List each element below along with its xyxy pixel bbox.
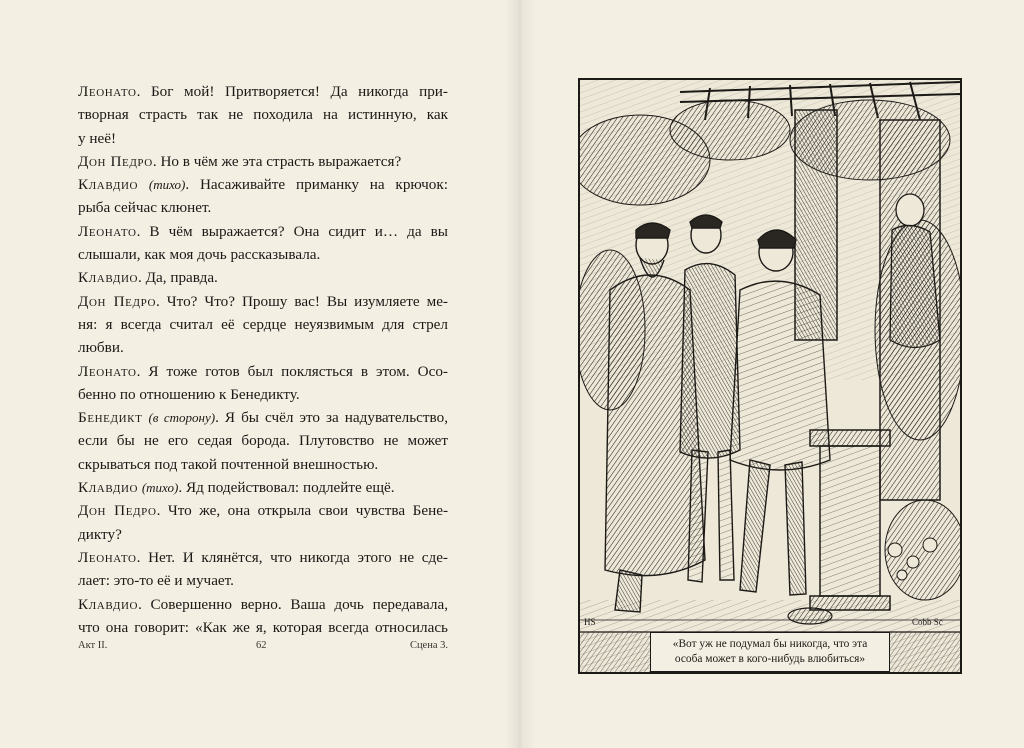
speaker-name: Клавдио: [78, 269, 139, 287]
text-line: [78, 429, 448, 452]
line-text: . Что? Что? Прошу вас! Вы изумляете ме-: [156, 292, 448, 310]
text-line: [78, 360, 448, 383]
line-text: если бы не его седая борода. Плутовство не может: [78, 432, 448, 450]
stage-direction: (в сторону): [148, 410, 216, 426]
line-text: . Яд подействовал: подлейте ещё.: [178, 479, 395, 497]
text-line: [78, 593, 448, 616]
line-text: скрываться под такой почтенной внешностью.: [78, 455, 379, 473]
line-text: лает: это-то её и мучает.: [78, 572, 234, 590]
footer-scene: Сцена 3.: [409, 640, 448, 651]
text-line: [78, 406, 448, 429]
speaker-name: Леонато: [78, 83, 137, 100]
text-line: [78, 196, 448, 219]
text-line: [78, 173, 448, 196]
book-gutter: [505, 0, 535, 748]
engraver-monogram-left: HS: [584, 617, 596, 627]
text-line: [78, 546, 448, 569]
line-text: что она говорит: «Как же я, которая всегда относилась: [78, 618, 448, 636]
text-line: [78, 266, 448, 289]
engraving-illustration: [578, 78, 962, 674]
line-text: . Да, правда.: [138, 269, 218, 287]
speaker-name: Леонато: [78, 362, 137, 380]
speaker-name: Бенедикт: [78, 409, 143, 427]
line-text: . Я бы счёл это за надувательство,: [215, 409, 448, 427]
speaker-name: Леонато: [78, 548, 137, 566]
line-text: творная страсть так не походила на истинную, как: [78, 106, 448, 124]
speaker-name: Дон Педро: [78, 152, 153, 170]
text-line: [78, 103, 448, 126]
text-line: [78, 453, 448, 476]
line-text: . Но в чём же эта страсть выражается?: [152, 152, 402, 170]
line-text: у неё!: [78, 129, 117, 147]
text-line: [78, 313, 448, 336]
page-footer: [78, 640, 448, 656]
text-line: [78, 616, 448, 639]
text-line: [78, 499, 448, 522]
speaker-name: Клавдио: [78, 479, 139, 497]
text-line: [78, 290, 448, 313]
line-text: . Что же, она открыла свои чувства Бене-: [156, 502, 448, 520]
caption-line-2: особа может в кого-нибудь влюбиться»: [674, 653, 866, 665]
line-text: . Нет. И клянётся, что никогда этого не сде-: [136, 548, 448, 566]
speaker-name: Дон Педро: [78, 292, 156, 310]
text-line: [78, 243, 448, 266]
line-text: рыба сейчас клюнет.: [78, 199, 212, 217]
line-text: . Я тоже готов был поклясться в этом. Осо-: [136, 362, 448, 380]
left-page-text: [78, 80, 448, 639]
engraver-monogram-right: Cobb Sc: [912, 617, 943, 627]
speaker-name: Клавдио: [78, 595, 139, 613]
line-text: . Бог мой! Притворяется! Да никогда при-: [136, 83, 448, 100]
stage-direction: (тихо): [148, 177, 186, 193]
text-line: [78, 336, 448, 359]
footer-page-number: 62: [256, 640, 267, 651]
caption-line-1: «Вот уж не подумал бы никогда, что эта: [672, 638, 868, 650]
footer-act: Акт II.: [78, 640, 108, 651]
text-line: [78, 150, 448, 173]
line-text: любви.: [78, 339, 124, 357]
engraving-scene: [580, 80, 960, 672]
line-text: дикту?: [78, 525, 122, 543]
text-line: [78, 220, 448, 243]
text-line: [78, 476, 448, 499]
line-text: ня: я всегда считал её сердце неуязвимым для стрел: [78, 315, 448, 333]
line-text: бенно по отношению к Бенедикту.: [78, 385, 300, 403]
text-line: [78, 383, 448, 406]
line-text: . Насаживайте приманку на крючок:: [185, 176, 449, 194]
text-line: [78, 127, 448, 150]
illustration-caption: [650, 632, 890, 672]
line-text: . Совершенно верно. Ваша дочь передавала,: [138, 595, 448, 613]
text-line: [78, 80, 448, 103]
stage-direction: (тихо): [141, 480, 179, 496]
text-line: [78, 523, 448, 546]
speaker-name: Клавдио: [78, 176, 139, 194]
text-line: [78, 569, 448, 592]
speaker-name: Леонато: [78, 222, 137, 240]
line-text: . В чём выражается? Она сидит и… да вы: [136, 222, 448, 240]
line-text: слышали, как моя дочь рассказывала.: [78, 246, 321, 264]
speaker-name: Дон Педро: [78, 502, 157, 520]
